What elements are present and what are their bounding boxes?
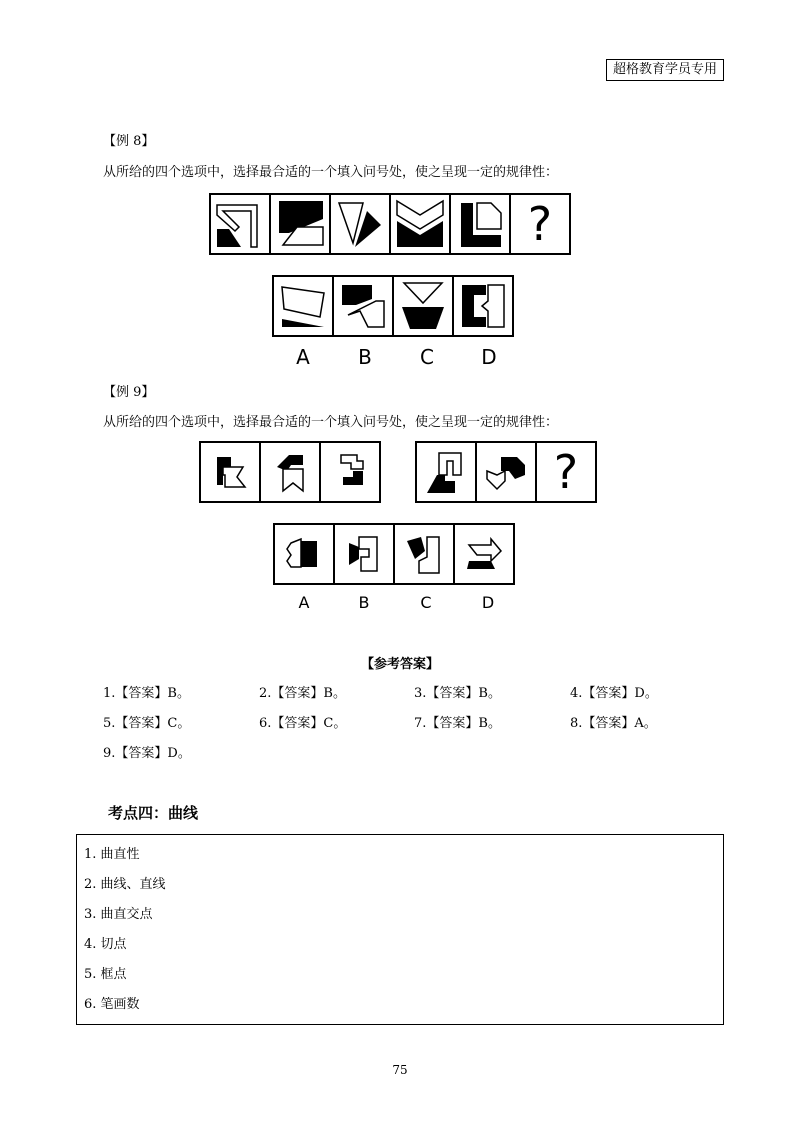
ex8-figure-4: [389, 193, 451, 255]
ex9-figure-1: [199, 441, 261, 503]
example-8-options-row: [272, 275, 514, 337]
ex9-question-cell: [535, 441, 597, 503]
answer-item: 4.【答案】D。: [570, 686, 658, 701]
ex8-option-b-label: B: [358, 345, 372, 369]
ex9-option-d-label: D: [481, 593, 495, 612]
section-point-item: 5. 框点: [84, 967, 127, 982]
answers-title: 【参考答案】: [360, 657, 439, 672]
ex8-option-c-label: C: [420, 345, 434, 369]
section-point-item: 1. 曲直性: [84, 847, 140, 862]
section-point-item: 4. 切点: [84, 937, 127, 952]
ex9-option-d[interactable]: [453, 523, 515, 585]
ex8-figure-5: [449, 193, 511, 255]
ex9-option-a[interactable]: [273, 523, 335, 585]
answer-item: 7.【答案】B。: [414, 716, 501, 731]
ex8-option-b[interactable]: [332, 275, 394, 337]
section-point-item: 6. 笔画数: [84, 997, 140, 1012]
ex9-figure-5: [475, 441, 537, 503]
section-point-item: 2. 曲线、直线: [84, 877, 166, 892]
ex8-figure-1: [209, 193, 271, 255]
answer-item: 3.【答案】B。: [414, 686, 501, 701]
ex9-figure-2: [259, 441, 321, 503]
ex9-figure-4: [415, 441, 477, 503]
ex9-option-b[interactable]: [333, 523, 395, 585]
example-9-label: 【例 9】: [103, 385, 155, 400]
ex9-option-c[interactable]: [393, 523, 455, 585]
example-8-question-row: [209, 193, 571, 255]
header-badge: 超格教育学员专用: [606, 59, 724, 81]
question-mark: ?: [553, 445, 579, 499]
page-number: 75: [392, 1063, 408, 1077]
section-title: 考点四：曲线: [108, 804, 199, 822]
ex8-option-a[interactable]: [272, 275, 334, 337]
ex9-option-b-label: B: [358, 593, 370, 612]
ex9-option-c-label: C: [420, 593, 432, 612]
example-9-question-row-left: [199, 441, 381, 503]
ex8-figure-2: [269, 193, 331, 255]
question-mark: ?: [527, 197, 553, 251]
answer-item: 2.【答案】B。: [259, 686, 346, 701]
answer-item: 9.【答案】D。: [103, 746, 191, 761]
example-9-question-row-right: [415, 441, 597, 503]
ex8-question-cell: [509, 193, 571, 255]
ex8-option-d[interactable]: [452, 275, 514, 337]
ex8-option-c[interactable]: [392, 275, 454, 337]
ex8-option-d-label: D: [481, 345, 497, 369]
ex9-option-a-label: A: [298, 593, 310, 612]
example-8-instruction: 从所给的四个选项中，选择最合适的一个填入问号处，使之呈现一定的规律性：: [103, 165, 559, 180]
answer-item: 8.【答案】A。: [570, 716, 657, 731]
example-8-label: 【例 8】: [103, 134, 155, 149]
ex8-option-a-label: A: [296, 345, 310, 369]
example-9-instruction: 从所给的四个选项中，选择最合适的一个填入问号处，使之呈现一定的规律性：: [103, 415, 559, 430]
answer-item: 1.【答案】B。: [103, 686, 190, 701]
section-points-box: [76, 834, 724, 1025]
example-9-options-row: [273, 523, 515, 585]
section-point-item: 3. 曲直交点: [84, 907, 153, 922]
answer-item: 5.【答案】C。: [103, 716, 191, 731]
ex9-figure-3: [319, 441, 381, 503]
ex8-figure-3: [329, 193, 391, 255]
answer-item: 6.【答案】C。: [259, 716, 347, 731]
